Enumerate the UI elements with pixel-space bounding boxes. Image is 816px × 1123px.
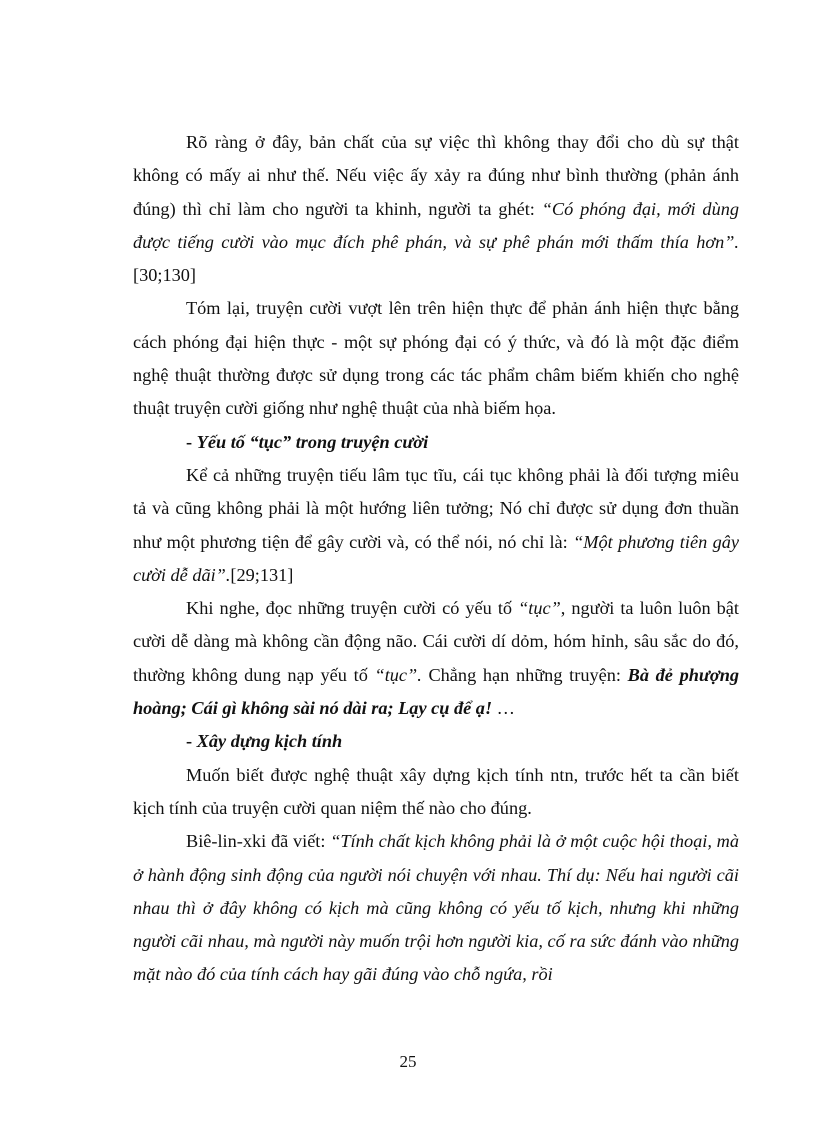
paragraph-6 (133, 825, 739, 991)
paragraph-text: Rõ ràng ở đây, bản chất của sự việc thì không thay đổi cho dù sự thật không có mấy ai như thế. Nếu việc ấy xảy ra đúng như bình thường (phản ánh đúng) thì chỉ làm cho người ta khinh, người ta ghét: (133, 132, 739, 219)
paragraph-5 (133, 759, 739, 826)
paragraph-1 (133, 126, 739, 292)
heading-text: Xây dựng kịch tính (196, 731, 343, 752)
ellipsis: … (492, 698, 515, 719)
paragraph-text: Kể cả những truyện tiếu lâm tục tĩu, cái tục không phải là đối tượng miêu tả và cũng không phải là một hướng liên tưởng; Nó chỉ được sử dụng đơn thuần như một phương tiện để gây cười và, có thể nói, nó chỉ là: (133, 464, 739, 552)
paragraph-4 (133, 592, 739, 725)
quote: “tục”. (374, 664, 422, 685)
heading-dash: - (186, 731, 197, 752)
paragraph-text: Biê-lin-xki đã viết: (186, 831, 331, 852)
citation: [30;130] (133, 265, 196, 286)
paragraph-2 (133, 292, 739, 425)
quote: “Tính chất kịch không phải là ở một cuộc hội thoại, mà ở hành động sinh động của người nói chuyện với nhau. Thí dụ: Nếu hai người cãi nhau thì ở đây không có kịch mà cũng không có yếu tố kịch, nhưng khi những người cãi nhau, mà người này muốn trội hơn người kia, cố ra sức đánh vào những mặt nào đó của tính cách hay gãi đúng vào chỗ ngứa, rồi (133, 831, 739, 985)
paragraph-text: Tóm lại, truyện cười vượt lên trên hiện thực để phản ánh hiện thực bằng cách phóng đại hiện thực - một sự phóng đại có ý thức, và đó là một đặc điểm nghệ thuật thường được sử dụng trong các tác phẩm châm biếm khiến cho nghệ thuật truyện cười giống như nghệ thuật của nhà biếm họa. (133, 298, 739, 419)
section-heading-2 (133, 725, 739, 758)
paragraph-text: Khi nghe, đọc những truyện cười có yếu tố (186, 598, 519, 619)
quote: “Có phóng đại, mới dùng được tiếng cười vào mục đích phê phán, và sự phê phán mới thấm thía hơn”. (133, 198, 739, 252)
quote: “tục” (518, 598, 561, 619)
heading-dash: - (186, 431, 197, 452)
document-body (133, 126, 739, 992)
page-number: 25 (399, 1052, 417, 1071)
paragraph-text: , người ta luôn luôn bật cười dễ dàng mà không cần động não. Cái cười dí dỏm, hóm hỉnh, sâu sắc do đó, thường không dung nạp yếu tố (133, 598, 739, 685)
quote: “Một phương tiên gây cười dễ dãi”. (133, 531, 739, 585)
citation: [29;131] (230, 564, 294, 585)
paragraph-text: Chẳng hạn những truyện: (421, 664, 628, 685)
story-titles: Bà đẻ phượng hoàng; Cái gì không sài nó dài ra; Lạy cụ để ạ! (133, 664, 739, 719)
paragraph-3 (133, 459, 739, 592)
paragraph-text: Muốn biết được nghệ thuật xây dựng kịch tính ntn, trước hết ta cần biết kịch tính của truyện cười quan niệm thế nào cho đúng. (133, 764, 739, 818)
section-heading-1 (133, 426, 739, 459)
heading-text: Yếu tố “tục” trong truyện cười (196, 431, 429, 452)
